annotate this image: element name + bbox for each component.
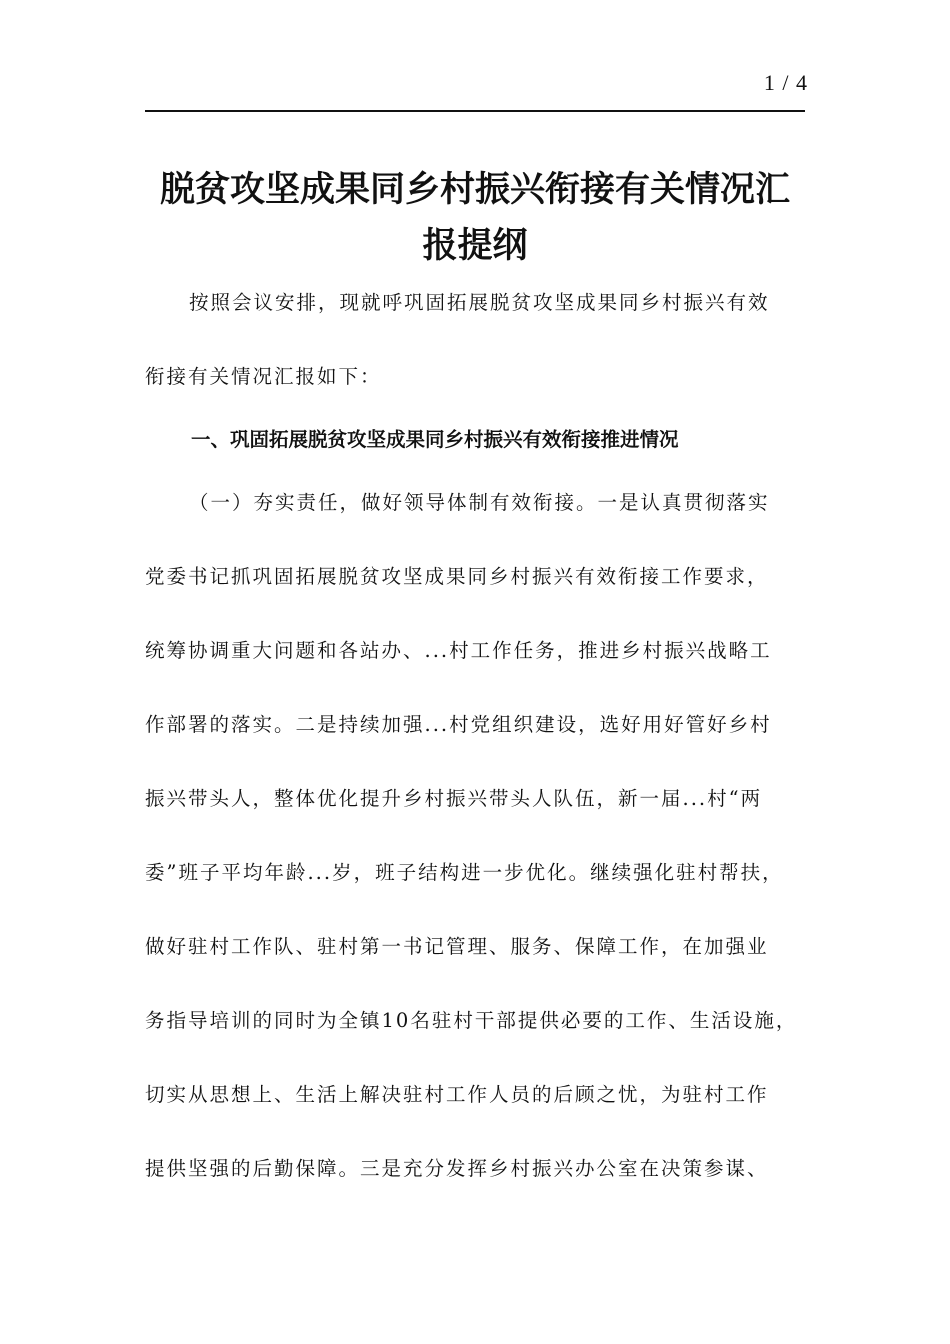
paragraph-line: 委”班子平均年龄...岁，班子结构进一步优化。继续强化驻村帮扶， (145, 861, 784, 884)
paragraph-line: 统筹协调重大问题和各站办、...村工作任务，推进乡村振兴战略工 (145, 639, 772, 662)
paragraph-line: 振兴带头人，整体优化提升乡村振兴带头人队伍，新一届...村“两 (145, 787, 763, 810)
paragraph-line: 党委书记抓巩固拓展脱贫攻坚成果同乡村振兴有效衔接工作要求， (145, 565, 769, 588)
header-divider (145, 110, 805, 112)
paragraph-line: 作部署的落实。二是持续加强...村党组织建设，选好用好管好乡村 (145, 713, 772, 736)
paragraph-line: 提供坚强的后勤保障。三是充分发挥乡村振兴办公室在决策参谋、 (145, 1157, 769, 1180)
intro-paragraph (145, 266, 807, 414)
document-title (140, 162, 810, 274)
intro-line-1: 按照会议安排，现就呼巩固拓展脱贫攻坚成果同乡村振兴有效 (189, 291, 770, 314)
section-heading-1: 一、巩固拓展脱贫攻坚成果同乡村振兴有效衔接推进情况 (191, 428, 679, 451)
paragraph-line: 务指导培训的同时为全镇10名驻村干部提供必要的工作、生活设施， (145, 1009, 798, 1032)
paragraph-line: （一）夯实责任，做好领导体制有效衔接。一是认真贯彻落实 (189, 491, 770, 514)
title-line-1: 脱贫攻坚成果同乡村振兴衔接有关情况汇 (159, 170, 790, 210)
title-line-2: 报提纲 (422, 226, 528, 266)
intro-line-2: 衔接有关情况汇报如下： (145, 365, 382, 388)
paragraph-line: 切实从思想上、生活上解决驻村工作人员的后顾之忧，为驻村工作 (145, 1083, 769, 1106)
paragraph-line: 做好驻村工作队、驻村第一书记管理、服务、保障工作，在加强业 (145, 935, 769, 958)
paragraph-1 (145, 466, 807, 1206)
page-number: 1 / 4 (763, 70, 808, 95)
